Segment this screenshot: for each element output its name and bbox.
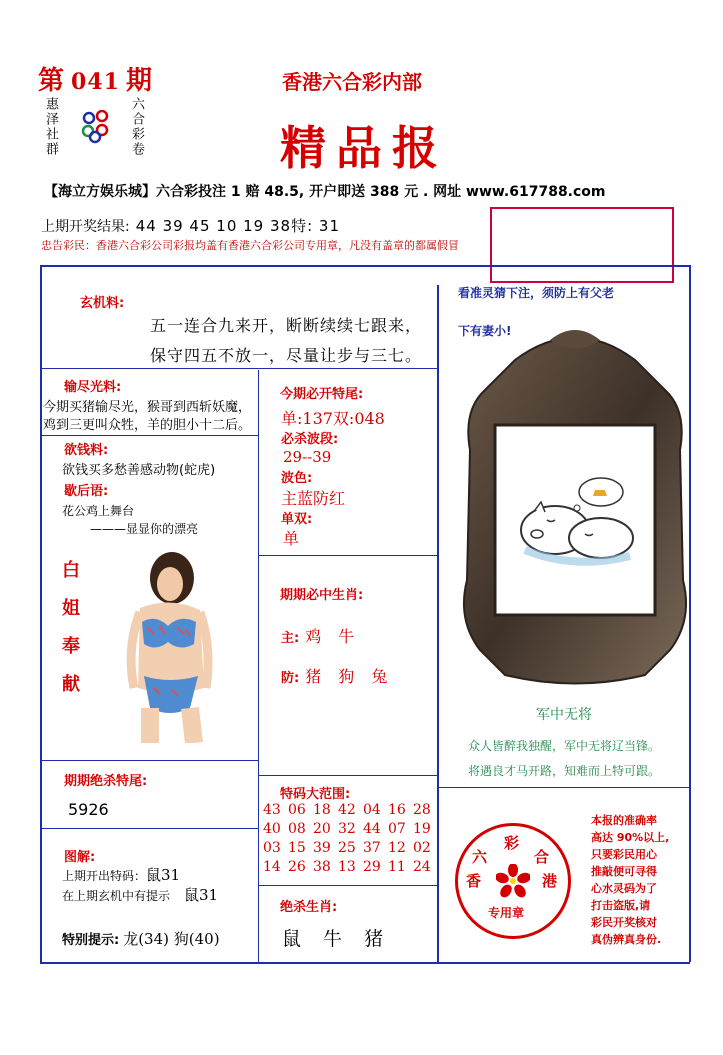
zodiac-main-value: 鸡 牛	[305, 627, 361, 646]
special-hint	[62, 928, 220, 949]
issue-prefix: 第	[38, 66, 66, 96]
vertical-text-right	[129, 97, 143, 163]
range-number: 12	[388, 840, 406, 856]
accuracy-line: 只要彩民用心	[591, 848, 657, 861]
color-value: 主蓝防红	[281, 489, 346, 508]
range-number: 13	[338, 859, 356, 875]
shujin-label: 输尽光料:	[64, 380, 122, 395]
xiehouyu-line-1: 花公鸡上舞台	[62, 504, 135, 518]
yuqian-text: 欲钱买多愁善感动物(蛇虎)	[62, 463, 216, 478]
stamp-char-bottom: 专用章	[488, 906, 525, 920]
stamp-char-left: 香	[466, 872, 482, 890]
zodiac-guard-value: 猪 狗 兔	[305, 667, 394, 686]
stamp-char-right-top: 合	[534, 848, 550, 866]
range-number: 15	[288, 840, 306, 856]
mirror-verse-2: 将遇良才马开路，知难而上特可跟。	[468, 764, 661, 778]
tujie-line-1-label: 上期开出特码：	[62, 869, 147, 883]
range-number: 02	[413, 840, 431, 856]
range-number: 04	[363, 802, 381, 818]
odd-even-value: 单	[283, 529, 300, 548]
zodiac-guard	[281, 664, 393, 687]
range-number: 14	[263, 859, 281, 875]
tujie-line-2	[62, 884, 218, 905]
mirror-caption-line-2: 下有妻小!	[458, 324, 512, 338]
divider-tail	[258, 555, 437, 556]
range-label: 特码大范围:	[280, 787, 351, 802]
shujin-line-2: 鸡到三更叫众牲，羊的胆小十二后。	[43, 418, 252, 433]
last-draw-numbers: 44 39 45 10 19 38特: 31	[135, 217, 340, 235]
xiehouyu-line-2: ———显显你的漂亮	[90, 522, 199, 536]
divider-tujie	[40, 828, 259, 829]
divider-kill-tail	[40, 760, 259, 761]
range-number: 16	[388, 802, 406, 818]
kill-zodiac-value: 鼠 牛 猪	[282, 928, 392, 950]
vertical-text-left	[43, 97, 57, 163]
blank-stamp-box	[490, 207, 674, 283]
accuracy-line: 打击盗版,请	[591, 899, 651, 912]
accuracy-line: 推敲便可寻得	[591, 865, 657, 878]
odd-even-label: 单双:	[281, 512, 313, 527]
official-stamp	[455, 823, 571, 939]
divider-stamp	[437, 787, 689, 788]
zodiac-guard-label: 防:	[281, 671, 300, 686]
range-number: 32	[338, 821, 356, 837]
xiehouyu-label: 歇后语:	[64, 484, 109, 499]
last-draw-result	[41, 215, 340, 236]
issue-number-value: 041	[71, 69, 120, 95]
ornate-mirror-illustration	[455, 320, 695, 690]
range-number: 08	[288, 821, 306, 837]
range-number: 25	[338, 840, 356, 856]
range-number: 44	[363, 821, 381, 837]
xuanji-line-2: 保守四五不放一，尽量让步与三七。	[150, 346, 423, 365]
tail-label: 今期必开特尾:	[280, 387, 364, 402]
bosection-label: 必杀波段:	[281, 432, 339, 447]
range-number: 03	[263, 840, 281, 856]
accuracy-line: 心水灵码为了	[591, 882, 657, 895]
special-hint-value: 龙(34) 狗(40)	[123, 930, 220, 948]
warning-notice: 忠告彩民：香港六合彩公司彩报均盖有香港六合彩公司专用章，凡没有盖章的都属假冒	[41, 239, 459, 252]
range-number: 38	[313, 859, 331, 875]
range-number: 06	[288, 802, 306, 818]
range-number: 19	[413, 821, 431, 837]
mirror-title: 军中无将	[536, 707, 592, 723]
range-number: 40	[263, 821, 281, 837]
frame-left	[40, 265, 42, 962]
xuanji-line-1: 五一连合九来开，断断续续七跟来，	[150, 316, 423, 335]
zodiac-main	[281, 624, 360, 647]
stamp-char-left-top: 六	[472, 848, 488, 866]
kill-tail-label: 期期绝杀特尾:	[64, 774, 148, 789]
range-number: 24	[413, 859, 431, 875]
issue-suffix: 期	[125, 66, 153, 96]
range-number: 20	[313, 821, 331, 837]
accuracy-notice	[591, 812, 687, 948]
frame-left-vertical	[258, 370, 259, 962]
issue-number	[38, 60, 153, 97]
frame-top	[40, 265, 690, 267]
range-number: 42	[338, 802, 356, 818]
tail-single-double: 单:137双:048	[281, 409, 385, 428]
subtitle: 香港六合彩内部	[282, 70, 422, 94]
vertical-text-left-value: 惠泽社群	[43, 97, 58, 157]
girl-photo	[120, 548, 216, 743]
kill-tail-value: 5926	[68, 800, 109, 819]
mirror-verse-1: 众人皆醉我独醒，军中无将辽当锋。	[468, 739, 661, 753]
frame-bottom	[40, 962, 690, 964]
accuracy-line: 高达 90%以上,	[591, 831, 670, 844]
mirror-caption-line-1: 看准灵猜下注，须防上有父老	[458, 286, 615, 300]
vertical-text-right-value: 六合彩卷	[129, 97, 144, 157]
zodiac-main-label: 主:	[281, 631, 300, 646]
accuracy-line: 真伪辨真身份.	[591, 933, 662, 946]
xuanji-label: 玄机料:	[80, 296, 125, 311]
girl-caption: 白姐奉献	[59, 560, 80, 712]
kill-zodiac-label: 绝杀生肖:	[280, 900, 338, 915]
divider-xuanji	[40, 368, 437, 369]
main-title: 精品报	[280, 121, 448, 175]
range-number: 18	[313, 802, 331, 818]
stamp-char-right: 港	[542, 872, 558, 890]
range-number: 11	[388, 859, 406, 875]
divider-shujin	[40, 435, 259, 436]
range-number: 28	[413, 802, 431, 818]
tujie-line-2-label: 在上期玄机中有提示	[62, 889, 171, 903]
accuracy-line: 本报的准确率	[591, 814, 657, 827]
divider-range	[258, 775, 437, 776]
shujin-line-1: 今期买猪输尽光，猴哥到西斩妖魔，	[43, 400, 252, 415]
color-label: 波色:	[281, 471, 313, 486]
bauhinia-flower-icon	[496, 864, 530, 898]
range-number-grid	[263, 802, 438, 875]
bosection-value: 29--39	[283, 448, 332, 466]
special-hint-label: 特别提示:	[62, 933, 120, 948]
tujie-line-2-value: 鼠31	[184, 886, 219, 904]
tujie-line-1	[62, 864, 180, 885]
tujie-line-1-value: 鼠31	[146, 866, 181, 884]
range-number: 39	[313, 840, 331, 856]
range-number: 07	[388, 821, 406, 837]
divider-kill-zodiac	[258, 885, 437, 886]
rings-logo	[80, 110, 114, 144]
range-number: 29	[363, 859, 381, 875]
last-draw-label: 上期开奖结果:	[41, 219, 130, 235]
range-number: 26	[288, 859, 306, 875]
range-number: 43	[263, 802, 281, 818]
range-number: 37	[363, 840, 381, 856]
yuqian-label: 欲钱料:	[64, 443, 109, 458]
zodiac-label: 期期必中生肖:	[280, 588, 364, 603]
ad-banner: 【海立方娱乐城】六合彩投注 1 赔 48.5, 开户即送 388 元 . 网址 www.617788.com	[44, 184, 606, 200]
stamp-char-top: 彩	[504, 834, 520, 852]
accuracy-line: 彩民开奖核对	[591, 916, 657, 929]
tujie-label: 图解:	[64, 850, 96, 865]
